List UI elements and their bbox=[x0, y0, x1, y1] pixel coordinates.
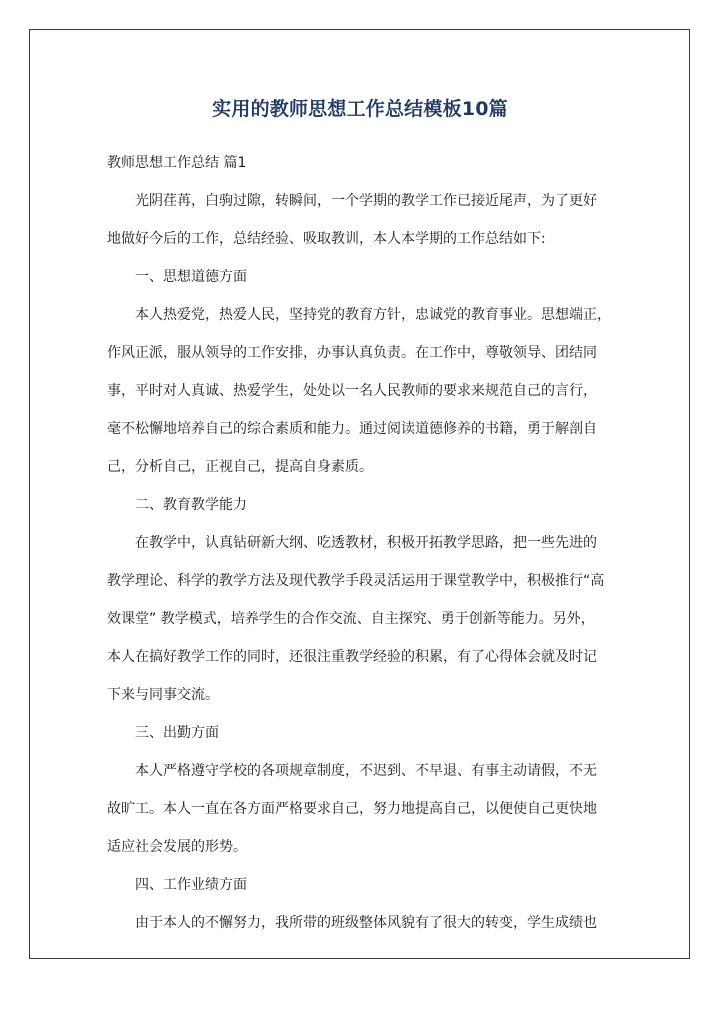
paragraph-line: 下来与同事交流。 bbox=[107, 687, 219, 703]
paragraph-line: 教学理论、科学的教学方法及现代教学手段灵活运用于课堂教学中，积极推行“高 bbox=[107, 573, 605, 589]
paragraph-line: 效课堂” 教学模式，培养学生的合作交流、自主探究、勇于创新等能力。另外， bbox=[107, 611, 595, 627]
section-heading: 三、出勤方面 bbox=[135, 725, 219, 741]
paragraph-line: 在教学中，认真钻研新大纲、吃透教材，积极开拓教学思路，把一些先进的 bbox=[135, 535, 597, 551]
paragraph-line: 由于本人的不懈努力，我所带的班级整体风貌有了很大的转变，学生成绩也 bbox=[135, 915, 597, 931]
paragraph-line: 作风正派，服从领导的工作安排，办事认真负责。在工作中，尊敬领导、团结同 bbox=[107, 345, 597, 361]
section-heading: 四、工作业绩方面 bbox=[135, 877, 247, 893]
paragraph-line: 光阴荏苒，白驹过隙，转瞬间，一个学期的教学工作已接近尾声，为了更好 bbox=[135, 193, 597, 209]
document-title: 实用的教师思想工作总结模板10篇 bbox=[212, 98, 508, 120]
paragraph-line: 毫不松懈地培养自己的综合素质和能力。通过阅读道德修养的书籍，勇于解剖自 bbox=[107, 421, 597, 437]
section-subtitle: 教师思想工作总结 篇1 bbox=[107, 155, 247, 171]
paragraph-line: 本人热爱党，热爱人民，坚持党的教育方针，忠诚党的教育事业。思想端正， bbox=[135, 307, 611, 323]
paragraph-line: 适应社会发展的形势。 bbox=[107, 839, 247, 855]
paragraph-line: 地做好今后的工作，总结经验、吸取教训，本人本学期的工作总结如下: bbox=[107, 231, 546, 247]
paragraph-line: 本人严格遵守学校的各项规章制度，不迟到、不早退、有事主动请假，不无 bbox=[135, 763, 597, 779]
paragraph-line: 本人在搞好教学工作的同时，还很注重教学经验的积累，有了心得体会就及时记 bbox=[107, 649, 597, 665]
section-heading: 二、教育教学能力 bbox=[135, 497, 247, 513]
paragraph-line: 事，平时对人真诚、热爱学生，处处以一名人民教师的要求来规范自己的言行， bbox=[107, 383, 597, 399]
paragraph-line: 故旷工。本人一直在各方面严格要求自己，努力地提高自己，以便使自己更快地 bbox=[107, 801, 597, 817]
paragraph-line: 己，分析自己，正视自己，提高自身素质。 bbox=[107, 459, 373, 475]
section-heading: 一、思想道德方面 bbox=[135, 269, 247, 285]
